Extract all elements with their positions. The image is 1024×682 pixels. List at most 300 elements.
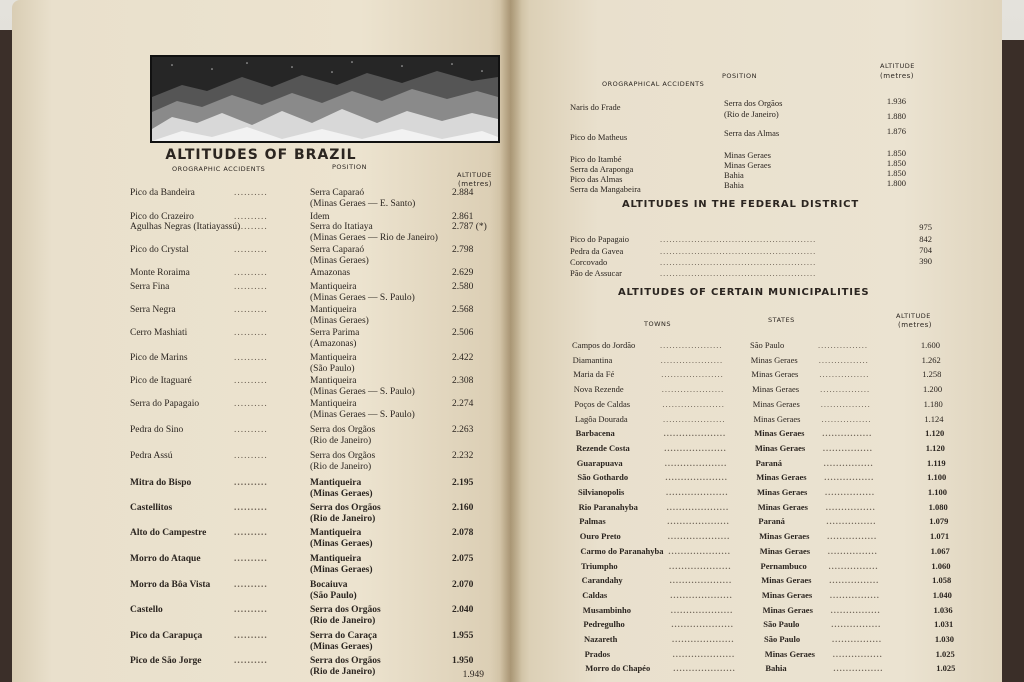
leader-dots: .................... bbox=[661, 369, 724, 380]
row-name: Pedra do Sino bbox=[130, 425, 184, 435]
leader-dots: ................ bbox=[825, 501, 876, 512]
leader-dots: .................... bbox=[662, 398, 725, 409]
leader-dots: .................... bbox=[663, 413, 726, 424]
row-name: Pico de Itaguaré bbox=[130, 376, 192, 386]
row-town: Prados bbox=[584, 648, 611, 659]
row-town: Poços de Caldas bbox=[574, 398, 631, 409]
table-row bbox=[510, 399, 990, 413]
federal-district-title: ALTITUDES IN THE FEDERAL DISTRICT bbox=[622, 199, 859, 210]
leader-dots: ................ bbox=[825, 487, 875, 497]
leader-dots: ................ bbox=[818, 354, 869, 365]
row-altitude: 1.950 bbox=[452, 656, 474, 666]
row-position: Idem bbox=[310, 212, 330, 222]
leader-dots: .................... bbox=[670, 604, 734, 615]
table-row bbox=[510, 443, 990, 457]
table-row bbox=[12, 222, 502, 244]
leader-dots: ................ bbox=[828, 560, 879, 571]
row-position: Serra do Caraça bbox=[310, 631, 378, 641]
row-name: Pico do Itambé bbox=[570, 154, 622, 164]
row-altitude: 975 bbox=[919, 222, 932, 232]
row-altitude: 1.258 bbox=[922, 369, 942, 380]
leader-dots: .......... bbox=[234, 212, 268, 222]
row-name: Pico de Marins bbox=[130, 353, 188, 363]
row-position: Mantiqueira bbox=[310, 528, 362, 538]
row-position: Serra Caparaó bbox=[310, 188, 365, 198]
table-row bbox=[510, 96, 990, 119]
table-row bbox=[510, 663, 990, 677]
row-position: Mantiqueira bbox=[310, 305, 357, 315]
row-state: Minas Geraes bbox=[759, 545, 811, 556]
row-position: Mantiqueira bbox=[310, 478, 362, 488]
col-head-states: STATES bbox=[768, 316, 795, 324]
leader-dots: .................... bbox=[667, 516, 730, 527]
leader-dots: ................ bbox=[823, 457, 874, 468]
row-position-detail: (Minas Geraes — S. Paulo) bbox=[310, 410, 415, 420]
table-row bbox=[510, 428, 990, 442]
leader-dots: ................ bbox=[833, 663, 884, 674]
row-altitude: 1.071 bbox=[929, 531, 950, 542]
row-position-detail: (São Paulo) bbox=[310, 591, 357, 601]
row-name: Pico de São Jorge bbox=[130, 656, 202, 666]
table-row bbox=[12, 451, 502, 473]
row-position: Mantiqueira bbox=[310, 376, 357, 386]
row-position-detail: (Rio de Janeiro) bbox=[310, 436, 372, 446]
row-altitude: 2.075 bbox=[452, 554, 474, 564]
row-altitude: 704 bbox=[919, 245, 932, 255]
row-altitude: 1.079 bbox=[929, 516, 949, 527]
row-name: Pico da Bandeira bbox=[130, 188, 195, 198]
table-row bbox=[510, 590, 990, 604]
row-town: Morro do Chapéo bbox=[585, 663, 651, 674]
leader-dots: .......... bbox=[234, 528, 268, 538]
row-altitude: 1.936 bbox=[886, 96, 906, 106]
row-altitude: 2.274 bbox=[452, 399, 474, 409]
row-name: Serra Negra bbox=[130, 305, 176, 315]
row-position-detail: (Rio de Janeiro) bbox=[310, 616, 376, 626]
table-row bbox=[510, 605, 990, 619]
table-row bbox=[510, 516, 990, 530]
row-name: Pedra da Gavea bbox=[570, 246, 624, 256]
leader-dots: .......... bbox=[234, 631, 268, 641]
row-position: Minas Geraes bbox=[724, 160, 771, 170]
table-row bbox=[510, 502, 990, 516]
row-altitude: 2.078 bbox=[452, 528, 474, 538]
leader-dots: .......... bbox=[234, 503, 268, 513]
table-row bbox=[510, 561, 990, 575]
table-row bbox=[12, 328, 502, 350]
row-town: Lagôa Dourada bbox=[575, 413, 628, 424]
table-row bbox=[12, 503, 502, 525]
table-row bbox=[510, 458, 990, 472]
row-name: Serra Fina bbox=[130, 282, 170, 292]
row-name: Pico do Papagaio bbox=[570, 234, 630, 244]
row-position-detail: (Minas Geraes) bbox=[310, 489, 373, 499]
row-name: Serra da Mangabeira bbox=[570, 184, 641, 194]
leader-dots: .......... bbox=[234, 451, 268, 461]
leader-dots: ................ bbox=[832, 648, 883, 659]
leader-dots: .......... bbox=[234, 605, 268, 615]
row-town: Campos do Jordão bbox=[572, 340, 636, 350]
row-altitude: 1.030 bbox=[934, 634, 954, 644]
row-position-detail: (Rio de Janeiro) bbox=[310, 667, 376, 677]
row-state: Minas Geraes bbox=[762, 604, 813, 615]
row-altitude: 2.070 bbox=[452, 580, 474, 590]
col-head-altitude-right: ALTITUDE bbox=[880, 62, 915, 70]
leader-dots: .................... bbox=[661, 384, 725, 395]
leader-dots: .................... bbox=[669, 575, 733, 586]
row-position: Minas Geraes bbox=[724, 150, 771, 160]
row-town: Rio Paranahyba bbox=[578, 501, 638, 512]
row-altitude: 1.040 bbox=[932, 589, 952, 600]
leader-dots: .......... bbox=[234, 282, 268, 292]
row-altitude: 1.119 bbox=[926, 457, 946, 468]
row-altitude: 2.506 bbox=[452, 328, 474, 338]
row-altitude: 1.025 bbox=[935, 648, 955, 659]
leader-dots: .......... bbox=[234, 478, 268, 488]
table-row bbox=[510, 355, 990, 369]
row-position-detail: (Minas Geraes — Rio de Janeiro) bbox=[310, 233, 438, 243]
leader-dots: .......... bbox=[234, 580, 268, 590]
row-position: Mantiqueira bbox=[310, 353, 357, 363]
table-row bbox=[12, 580, 502, 602]
table-row bbox=[12, 425, 502, 447]
leader-dots: ................ bbox=[829, 589, 880, 600]
leader-dots: .................... bbox=[665, 472, 728, 483]
leader-dots: .......... bbox=[234, 328, 268, 338]
leader-dots: .......... bbox=[234, 353, 268, 363]
table-row bbox=[510, 619, 990, 633]
row-position: Serra Parima bbox=[310, 328, 360, 338]
row-position: Bahia bbox=[724, 170, 744, 180]
row-town: São Gothardo bbox=[577, 472, 629, 483]
row-position-detail: (Rio de Janeiro) bbox=[310, 462, 372, 472]
leader-dots: .................................................. bbox=[660, 257, 817, 267]
row-state: Bahia bbox=[765, 663, 787, 674]
row-position-detail: (Rio de Janeiro) bbox=[310, 514, 376, 524]
book-cover-right bbox=[1000, 40, 1024, 682]
row-name: Corcovado bbox=[570, 257, 608, 267]
row-altitude: 2.308 bbox=[452, 376, 474, 386]
table-row bbox=[510, 340, 990, 354]
col-head-altitude-unit-right: (metres) bbox=[880, 72, 915, 80]
row-position-detail: (Minas Geraes) bbox=[310, 256, 369, 266]
row-altitude: 390 bbox=[919, 256, 932, 266]
col-head-accidents-right: OROGRAPHICAL ACCIDENTS bbox=[602, 80, 705, 88]
row-state: Pernambuco bbox=[760, 560, 807, 571]
row-state: Minas Geraes bbox=[759, 531, 810, 542]
leader-dots: ................ bbox=[824, 472, 875, 483]
row-altitude: 2.861 bbox=[452, 212, 474, 222]
row-name: Cerro Mashiati bbox=[130, 328, 188, 338]
leader-dots: .................................................. bbox=[660, 234, 817, 244]
row-position-detail: (Minas Geraes) bbox=[310, 565, 373, 575]
row-town: Nova Rezende bbox=[573, 384, 624, 395]
leader-dots: .................... bbox=[666, 501, 730, 512]
row-town: Barbacena bbox=[575, 428, 615, 439]
leader-dots: ................ bbox=[831, 619, 882, 630]
leader-dots: .......... bbox=[234, 268, 268, 278]
row-name: Castello bbox=[130, 605, 163, 615]
row-name: Agulhas Negras (Itatiayassú) bbox=[130, 222, 241, 232]
leader-dots: .......... bbox=[234, 245, 268, 255]
row-name: Monte Roraima bbox=[130, 268, 190, 278]
row-position: Serra dos Orgãos bbox=[310, 503, 381, 513]
row-position: Serra dos Orgãos bbox=[724, 98, 783, 108]
row-altitude: 1.600 bbox=[920, 340, 940, 350]
leader-dots: .......... bbox=[234, 554, 268, 564]
table-row bbox=[12, 282, 502, 304]
row-position-detail: (Minas Geraes — S. Paulo) bbox=[310, 293, 415, 303]
row-altitude: 1.060 bbox=[931, 560, 951, 571]
row-position-detail: (Amazonas) bbox=[310, 339, 357, 349]
table-row bbox=[510, 414, 990, 428]
row-position: Mantiqueira bbox=[310, 282, 357, 292]
leader-dots: ................ bbox=[822, 428, 873, 439]
row-name: Serra do Papagaio bbox=[130, 399, 200, 409]
row-altitude: 1.100 bbox=[927, 487, 947, 497]
row-name: Morro da Bôa Vista bbox=[130, 580, 211, 590]
table-row bbox=[12, 605, 502, 627]
row-name: Serra da Araponga bbox=[570, 164, 634, 174]
row-altitude: 2.798 bbox=[452, 245, 474, 255]
row-altitude: 2.884 bbox=[452, 188, 474, 198]
leader-dots: .................... bbox=[672, 634, 735, 644]
table-row bbox=[12, 399, 502, 421]
row-altitude: 2.195 bbox=[452, 478, 474, 488]
row-position-detail: (Minas Geraes) bbox=[310, 316, 369, 326]
row-position-detail: (Rio de Janeiro) bbox=[724, 109, 779, 119]
leader-dots: ................ bbox=[829, 575, 880, 586]
right-page bbox=[510, 0, 1002, 682]
row-altitude: 1.200 bbox=[922, 384, 943, 395]
row-altitude: 1.120 bbox=[925, 442, 945, 453]
col-head-altitude-unit: (metres) bbox=[458, 180, 493, 188]
row-name: Castellitos bbox=[130, 503, 173, 513]
leader-dots: .......... bbox=[234, 188, 268, 198]
row-altitude: 1.036 bbox=[933, 604, 953, 615]
leader-dots: .................... bbox=[671, 619, 734, 630]
table-row bbox=[510, 575, 990, 589]
row-town: Musambinho bbox=[582, 604, 631, 615]
row-town: Diamantina bbox=[572, 354, 613, 365]
row-state: São Paulo bbox=[750, 340, 785, 350]
leader-dots: .......... bbox=[234, 656, 268, 666]
row-town: Triumpho bbox=[581, 560, 618, 571]
row-town: Carmo do Paranahyba bbox=[580, 545, 664, 556]
leader-dots: .................... bbox=[666, 487, 729, 497]
row-altitude: 1.120 bbox=[925, 428, 945, 439]
row-state: Minas Geraes bbox=[751, 369, 799, 380]
row-altitude: 1.025 bbox=[936, 663, 956, 674]
row-altitude: 1.058 bbox=[932, 575, 952, 586]
row-altitude: 1.124 bbox=[924, 413, 944, 424]
leader-dots: ................ bbox=[820, 384, 871, 395]
row-state: Minas Geraes bbox=[750, 354, 798, 365]
leader-dots: .................... bbox=[664, 457, 728, 468]
row-altitude: 1.955 bbox=[452, 631, 474, 641]
row-name: Alto do Campestre bbox=[130, 528, 207, 538]
row-name: Pico da Carapuça bbox=[130, 631, 203, 641]
row-altitude: 2.580 bbox=[452, 282, 474, 292]
row-town: Rezende Costa bbox=[576, 442, 630, 453]
row-name: Pico do Crazeiro bbox=[130, 212, 194, 222]
table-row bbox=[12, 554, 502, 576]
row-altitude: 1.067 bbox=[930, 545, 950, 556]
leader-dots: ................ bbox=[818, 340, 868, 350]
row-name: Pão de Assucar bbox=[570, 268, 622, 278]
leader-dots: ................ bbox=[832, 634, 882, 644]
table-row bbox=[12, 188, 502, 210]
row-town: Maria da Fé bbox=[573, 369, 615, 380]
row-altitude: 842 bbox=[919, 234, 932, 244]
table-row bbox=[510, 649, 990, 663]
leader-dots: ................ bbox=[819, 369, 870, 380]
row-name: Morro do Ataque bbox=[130, 554, 201, 564]
partial-altitude: 1.949 bbox=[462, 670, 484, 680]
row-altitude: 1.880 bbox=[886, 111, 906, 121]
row-position: Serra dos Orgãos bbox=[310, 425, 376, 435]
row-state: Paraná bbox=[758, 516, 785, 527]
row-altitude: 1.800 bbox=[886, 178, 906, 188]
row-state: Minas Geraes bbox=[754, 428, 805, 439]
leader-dots: .......... bbox=[234, 305, 268, 315]
row-position: Mantiqueira bbox=[310, 554, 362, 564]
table-row bbox=[12, 376, 502, 398]
table-row bbox=[510, 472, 990, 486]
leader-dots: ................ bbox=[827, 531, 878, 542]
col-head-altitude-muni: ALTITUDE bbox=[896, 312, 931, 320]
table-row bbox=[12, 478, 502, 500]
row-altitude: 1.100 bbox=[927, 472, 947, 483]
row-position: Bocaiuva bbox=[310, 580, 348, 590]
row-state: Paraná bbox=[755, 457, 783, 468]
row-state: São Paulo bbox=[764, 634, 801, 644]
row-state: Minas Geraes bbox=[753, 413, 801, 424]
row-state: Minas Geraes bbox=[764, 648, 815, 659]
col-head-position-right: POSITION bbox=[722, 72, 757, 80]
row-town: Carandahy bbox=[581, 575, 623, 586]
leader-dots: .......... bbox=[234, 376, 268, 386]
row-name: Pico do Matheus bbox=[570, 132, 628, 142]
row-town: Ouro Preto bbox=[579, 531, 621, 542]
row-state: Minas Geraes bbox=[752, 384, 800, 395]
row-position: Serra das Almas bbox=[724, 128, 780, 138]
row-state: São Paulo bbox=[763, 619, 800, 630]
leader-dots: .................... bbox=[672, 648, 736, 659]
leader-dots: ................ bbox=[830, 604, 881, 615]
row-position-detail: (Minas Geraes) bbox=[310, 539, 373, 549]
row-position: Serra dos Orgãos bbox=[310, 605, 381, 615]
row-altitude: 1.262 bbox=[921, 354, 941, 365]
row-position: Amazonas bbox=[310, 268, 351, 278]
row-position: Serra do Itatiaya bbox=[310, 222, 373, 232]
row-state: Minas Geraes bbox=[752, 398, 800, 409]
row-altitude: 2.160 bbox=[452, 503, 474, 513]
mountain-illustration bbox=[150, 55, 500, 143]
row-altitude: 1.850 bbox=[886, 148, 906, 158]
table-row bbox=[510, 546, 990, 560]
row-name: Naris do Frade bbox=[570, 102, 621, 112]
col-head-altitude: ALTITUDE bbox=[457, 171, 492, 179]
row-altitude: 1.876 bbox=[886, 126, 906, 136]
row-position: Serra Caparaó bbox=[310, 245, 365, 255]
row-altitude: 2.263 bbox=[452, 425, 474, 435]
book-gutter bbox=[500, 0, 522, 682]
leader-dots: .......... bbox=[234, 222, 268, 232]
leader-dots: .......... bbox=[234, 425, 268, 435]
row-altitude: 1.080 bbox=[928, 501, 948, 512]
row-altitude: 2.629 bbox=[452, 268, 474, 278]
table-row bbox=[510, 531, 990, 545]
leader-dots: .................... bbox=[670, 589, 733, 600]
row-name: Pico do Crystal bbox=[130, 245, 189, 255]
table-row bbox=[12, 528, 502, 550]
row-altitude: 2.422 bbox=[452, 353, 474, 363]
row-position: Serra dos Orgãos bbox=[310, 451, 376, 461]
page-title: ALTITUDES OF BRAZIL bbox=[165, 147, 357, 163]
row-town: Caldas bbox=[582, 589, 608, 600]
table-row bbox=[12, 656, 502, 678]
row-altitude: 1.850 bbox=[886, 158, 906, 168]
leader-dots: .......... bbox=[234, 399, 268, 409]
row-altitude: 2.232 bbox=[452, 451, 474, 461]
row-name: Mitra do Bispo bbox=[130, 478, 192, 488]
leader-dots: .................... bbox=[667, 531, 731, 542]
row-position: Bahia bbox=[724, 180, 744, 190]
row-name: Pedra Assú bbox=[130, 451, 173, 461]
leader-dots: .................... bbox=[660, 354, 724, 365]
leader-dots: .................... bbox=[663, 428, 727, 439]
row-town: Guarapuava bbox=[576, 457, 623, 468]
row-state: Minas Geraes bbox=[757, 501, 808, 512]
table-row bbox=[12, 353, 502, 375]
col-head-accidents: OROGRAPHIC ACCIDENTS bbox=[172, 165, 266, 173]
leader-dots: ................ bbox=[827, 545, 878, 556]
leader-dots: .................... bbox=[660, 340, 723, 350]
row-altitude: 1.850 bbox=[886, 168, 906, 178]
row-altitude: 2.040 bbox=[452, 605, 474, 615]
leader-dots: ................ bbox=[821, 413, 872, 424]
col-head-position: POSITION bbox=[332, 163, 367, 171]
row-position-detail: (São Paulo) bbox=[310, 364, 355, 374]
leader-dots: .................... bbox=[673, 663, 736, 674]
row-name: Pico das Almas bbox=[570, 174, 623, 184]
table-row bbox=[510, 384, 990, 398]
row-position-detail: (Minas Geraes — E. Santo) bbox=[310, 199, 416, 209]
leader-dots: ................ bbox=[822, 442, 873, 453]
row-position-detail: (Minas Geraes) bbox=[310, 642, 373, 652]
left-page bbox=[12, 0, 510, 682]
row-town: Palmas bbox=[579, 516, 606, 527]
row-position: Serra dos Orgãos bbox=[310, 656, 381, 666]
table-row bbox=[510, 369, 990, 383]
table-row bbox=[12, 631, 502, 653]
row-position-detail: (Minas Geraes — S. Paulo) bbox=[310, 387, 415, 397]
leader-dots: .................... bbox=[664, 442, 727, 453]
row-altitude: 1.180 bbox=[923, 398, 943, 409]
table-row bbox=[12, 245, 502, 267]
leader-dots: ................ bbox=[826, 516, 877, 527]
row-state: Minas Geraes bbox=[761, 575, 812, 586]
leader-dots: ................ bbox=[820, 398, 871, 409]
row-altitude: 2.568 bbox=[452, 305, 474, 315]
row-town: Silvianopolis bbox=[578, 487, 625, 497]
row-state: Minas Geraes bbox=[757, 487, 808, 497]
row-state: Minas Geraes bbox=[761, 589, 813, 600]
row-state: Minas Geraes bbox=[756, 472, 807, 483]
table-row bbox=[510, 487, 990, 501]
row-altitude: 2.787 (*) bbox=[452, 222, 487, 232]
